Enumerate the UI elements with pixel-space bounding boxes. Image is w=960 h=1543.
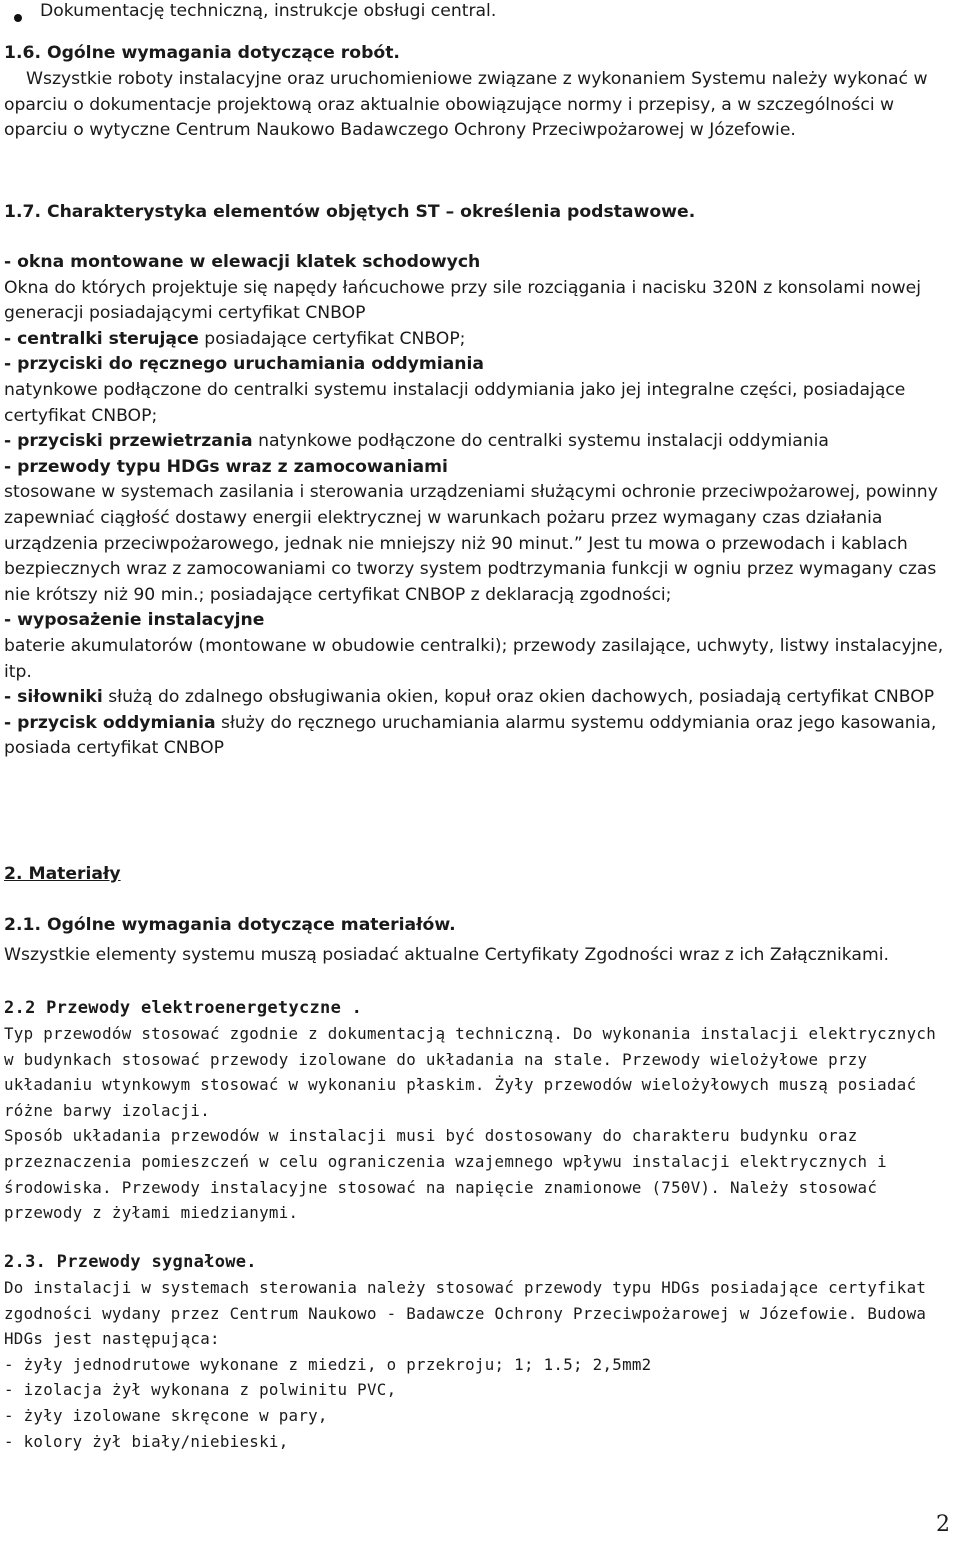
section-2-heading: 2. Materiały bbox=[4, 864, 121, 884]
bullet-item bbox=[0, 0, 960, 28]
bullet-text: Dokumentację techniczną, instrukcje obsługi central. bbox=[40, 1, 497, 21]
list-item: - żyły jednodrutowe wykonane z miedzi, o przekroju; 1; 1.5; 2,5mm2 bbox=[4, 1354, 652, 1374]
section-1-7-content bbox=[4, 250, 948, 762]
bullet-dot-icon bbox=[14, 14, 22, 22]
wyposazenie-label: - wyposażenie instalacyjne bbox=[4, 610, 265, 631]
list-item: - izolacja żył wykonana z polwinitu PVC, bbox=[4, 1380, 397, 1400]
section-1-7-heading: 1.7. Charakterystyka elementów objętych ST – określenia podstawowe. bbox=[4, 202, 696, 222]
okna-body: Okna do których projektuje się napędy łańcuchowe przy sile rozciągania i nacisku 320N z konsolami nowej generacji posiadającymi certyfikat CNBOP bbox=[4, 277, 922, 324]
section-1-6-body: Wszystkie roboty instalacyjne oraz uruchomieniowe związane z wykonaniem Systemu należy wykonać w oparciu o dokumentacje projektową oraz aktualnie obowiązujące normy i przepisy, a w szczególności w oparciu o wytyczne Centrum Naukowo Badawczego Ochrony Przeciwpożarowej w Józefowie. bbox=[4, 69, 928, 141]
section-2-3-content bbox=[4, 1275, 948, 1454]
list-item: - kolory żył biały/niebieski, bbox=[4, 1431, 289, 1451]
centralki-line bbox=[4, 327, 948, 353]
okna-label: - okna montowane w elewacji klatek schodowych bbox=[4, 252, 481, 272]
przycisk-line bbox=[4, 711, 948, 762]
przewietrzania-body: natynkowe podłączone do centralki systemu instalacji oddymiania bbox=[252, 431, 829, 452]
przyciski-label: - przyciski do ręcznego uruchamiania oddymiania bbox=[4, 354, 484, 375]
section-2-1-heading: 2.1. Ogólne wymagania dotyczące materiałów. bbox=[4, 915, 456, 935]
przewody-label: - przewody typu HDGs wraz z zamocowaniami bbox=[4, 456, 448, 477]
list-item: - żyły izolowane skręcone w pary, bbox=[4, 1405, 328, 1425]
przewietrzania-line bbox=[4, 429, 948, 455]
przycisk-label: - przycisk oddymiania bbox=[4, 712, 216, 733]
silowniki-label: - siłowniki bbox=[4, 687, 103, 708]
silowniki-line bbox=[4, 685, 948, 711]
section-2-3-heading: 2.3. Przewody sygnałowe. bbox=[4, 1252, 257, 1272]
section-2-2-body-2: Sposób układania przewodów w instalacji musi być dostosowany do charakteru budynku oraz przeznaczenia pomieszczeń w celu ograniczenia wzajemnego wpływu instalacji elektrycznych i środowiska. Przewody instalacyjne stosować na napięcie znamionowe (750V). Należy stosować przewody z żyłami miedzianymi. bbox=[4, 1126, 887, 1223]
page-number: 2 bbox=[936, 1512, 950, 1537]
section-2-1-body: Wszystkie elementy systemu muszą posiadać aktualne Certyfikaty Zgodności wraz z ich Załącznikami. bbox=[4, 945, 889, 965]
przycisk-body: służy do ręcznego uruchamiania alarmu systemu oddymiania oraz jego kasowania, posiada certyfikat CNBOP bbox=[4, 712, 937, 759]
przewietrzania-label: - przyciski przewietrzania bbox=[4, 431, 253, 452]
przyciski-body: natynkowe podłączone do centralki systemu instalacji oddymiania jako jej integralne części, posiadające certyfikat CNBOP; bbox=[4, 379, 906, 426]
silowniki-body: służą do zdalnego obsługiwania okien, kopuł oraz okien dachowych, posiadają certyfikat CNBOP bbox=[102, 687, 935, 708]
przewody-body: stosowane w systemach zasilania i sterowania urządzeniami służącymi ochronie przeciwpożarowej, powinny zapewniać ciągłość dostawy energii elektrycznej w warunkach pożaru przez wymagany czas działania urządzenia przeciwpożarowego, jednak nie mniejszy niż 90 minut.” Jest tu mowa o przewodach i kablach bezpiecznych wraz z zamocowaniami co tworzy system podtrzymania funkcji w ogniu przez wymagany czas nie krótszy niż 90 min.; posiadające certyfikat CNBOP z deklaracją zgodności; bbox=[4, 482, 938, 605]
centralki-label: - centralki sterujące bbox=[4, 328, 199, 349]
section-2-2-heading: 2.2 Przewody elektroenergetyczne . bbox=[4, 998, 363, 1018]
section-2-2-content bbox=[4, 1021, 948, 1226]
section-2-3-body: Do instalacji w systemach sterowania należy stosować przewody typu HDGs posiadające certyfikat zgodności wydany przez Centrum Naukowo - Badawcze Ochrony Przeciwpożarowej w Józefowie. Budowa HDGs jest następująca: bbox=[4, 1278, 927, 1349]
wyposazenie-body: baterie akumulatorów (montowane w obudowie centralki); przewody zasilające, uchwyty, listwy instalacyjne, itp. bbox=[4, 635, 944, 682]
section-2-2-body-1: Typ przewodów stosować zgodnie z dokumentacją techniczną. Do wykonania instalacji elektrycznych w budynkach stosować przewody izolowane do układania na stale. Przewody wielożyłowe przy układaniu wtynkowym stosować w wykonaniu płaskim. Żyły przewodów wielożyłowych muszą posiadać różne barwy izolacji. bbox=[4, 1024, 936, 1120]
centralki-body: posiadające certyfikat CNBOP; bbox=[198, 328, 466, 349]
section-1-6-heading: 1.6. Ogólne wymagania dotyczące robót. bbox=[4, 43, 400, 63]
